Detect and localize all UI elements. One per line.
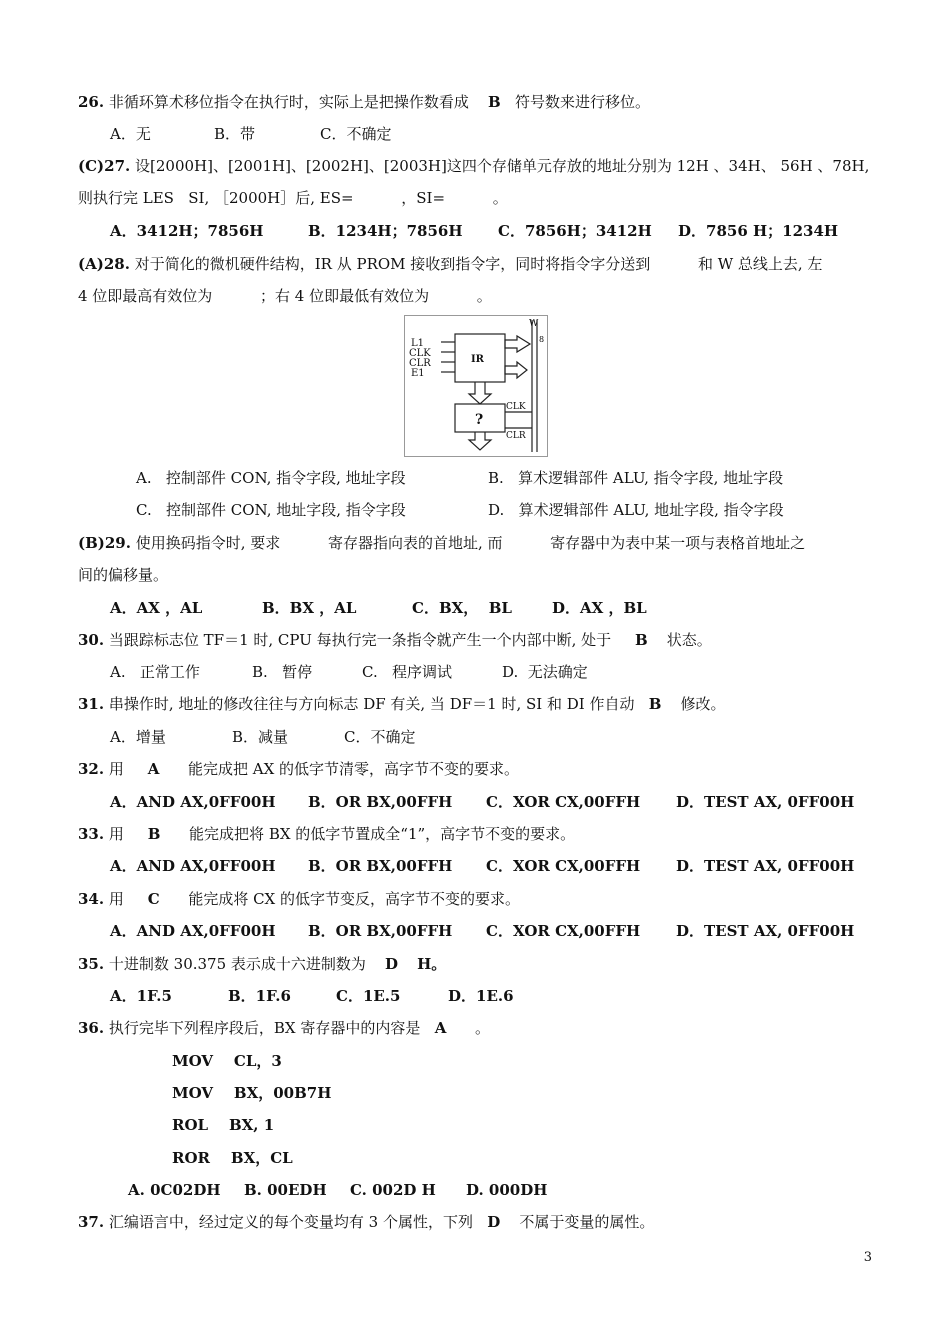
q34-number: 34.	[78, 890, 105, 908]
label-e1: E1	[411, 368, 425, 379]
q30-stem	[78, 630, 712, 650]
q35-option-b: B．1F.6	[228, 987, 291, 1005]
bus-in-arrow	[505, 336, 530, 352]
bus-out-arrow	[505, 362, 527, 378]
q35-stem	[78, 954, 446, 974]
q34-stem	[78, 889, 520, 909]
q32-answer: A	[147, 760, 160, 778]
q26-tail: 符号数来进行移位。	[514, 93, 650, 111]
q32-option-a: A．AND AX,0FF00H	[110, 793, 276, 811]
q34-option-a: A．AND AX,0FF00H	[110, 922, 276, 940]
q30-number: 30.	[78, 631, 105, 649]
q36-text: 执行完毕下列程序段后，BX 寄存器中的内容是	[108, 1019, 421, 1037]
q35-text: 十进制数 30.375 表示成十六进制数为	[108, 955, 366, 973]
q28-option-a: A. 控制部件 CON, 指令字段, 地址字段	[136, 469, 406, 487]
q33-text: 用	[108, 825, 124, 843]
q30-option-a: A. 正常工作	[110, 663, 200, 681]
diagram-svg	[405, 316, 547, 456]
q27-text: 设[2000H]、[2001H]、[2002H]、[2003H]这四个存储单元存放的地址分别为 12H 、34H、 56H 、78H,	[135, 157, 870, 175]
label-clr: CLR	[409, 358, 431, 369]
q27-stem	[78, 156, 869, 176]
label-8: 8	[539, 335, 545, 344]
q34-answer: C	[147, 890, 160, 908]
q32-option-d: D．TEST AX, 0FF00H	[676, 793, 855, 811]
label-clr2: CLR	[506, 431, 526, 441]
q37-tail: 不属于变量的属性。	[519, 1213, 655, 1231]
q30-option-c: C. 程序调试	[362, 663, 453, 681]
q27-prefix: (C)27.	[78, 157, 131, 175]
q35-option-d: D．1E.6	[448, 987, 514, 1005]
q33-option-d: D．TEST AX, 0FF00H	[676, 857, 855, 875]
q30-text: 当跟踪标志位 TF＝1 时, CPU 每执行完一条指令就产生一个内部中断, 处于	[108, 631, 612, 649]
q33-option-c: C．XOR CX,00FFH	[486, 857, 641, 875]
q31-option-a: A．增量	[110, 728, 166, 746]
q36-option-b: B. 00EDH	[244, 1181, 327, 1199]
q27-option-d: D．7856 H；1234H	[678, 222, 839, 240]
q26-answer: B	[487, 93, 501, 111]
q36-code-line-3: ROL BX, 1	[172, 1116, 275, 1134]
q28-line2: 4 位即最高有效位为 ；右 4 位即最低有效位为 。	[78, 287, 492, 305]
q28-option-b: B. 算术逻辑部件 ALU, 指令字段, 地址字段	[488, 469, 784, 487]
q28-prefix: (A)28.	[78, 255, 130, 273]
q32-option-b: B．OR BX,00FFH	[308, 793, 453, 811]
q26-number: 26.	[78, 93, 105, 111]
q36-number: 36.	[78, 1019, 105, 1037]
q33-option-a: A．AND AX,0FF00H	[110, 857, 276, 875]
q31-option-b: B．减量	[232, 728, 289, 746]
q32-option-c: C．XOR CX,00FFH	[486, 793, 641, 811]
q36-code-line-4: ROR BX，CL	[172, 1149, 293, 1167]
q30-tail: 状态。	[666, 631, 712, 649]
q28-stem	[78, 254, 822, 274]
ir-to-box-arrow	[469, 382, 491, 404]
q33-tail: 能完成把将 BX 的低字节置成全“1”，高字节不变的要求。	[189, 825, 576, 843]
label-l1: L1	[411, 338, 425, 349]
q29-prefix: (B)29.	[78, 534, 131, 552]
q29-text: 使用换码指令时, 要求 寄存器指向表的首地址, 而 寄存器中为表中某一项与表格首地址之	[135, 534, 806, 552]
q30-option-b: B. 暂停	[252, 663, 313, 681]
label-clk: CLK	[409, 348, 431, 359]
q37-text: 汇编语言中，经过定义的每个变量均有 3 个属性，下列	[108, 1213, 473, 1231]
ir-structure-diagram	[404, 315, 548, 457]
q26-option-b: B．带	[214, 125, 256, 143]
q32-text: 用	[108, 760, 124, 778]
q30-answer: B	[635, 631, 648, 649]
q36-option-c: C. 002D H	[350, 1181, 436, 1199]
q31-option-c: C．不确定	[344, 728, 416, 746]
q29-option-d: D．AX ，BL	[552, 599, 647, 617]
q27-option-b: B．1234H；7856H	[308, 222, 463, 240]
q26-option-a: A．无	[110, 125, 151, 143]
q35-option-c: C．1E.5	[336, 987, 401, 1005]
q29-line2: 间的偏移量。	[78, 566, 169, 584]
label-w: W	[529, 319, 539, 329]
q33-answer: B	[147, 825, 161, 843]
q31-stem	[78, 694, 726, 714]
q33-stem	[78, 824, 575, 844]
q26-option-c: C．不确定	[320, 125, 392, 143]
q36-stem	[78, 1018, 490, 1038]
q36-code-line-2: MOV BX，00B7H	[172, 1084, 332, 1102]
q34-tail: 能完成将 CX 的低字节变反，高字节不变的要求。	[188, 890, 521, 908]
q28-text: 对于简化的微机硬件结构，IR 从 PROM 接收到指令字，同时将指令字分送到 和 W 总线上去, 左	[134, 255, 823, 273]
q33-number: 33.	[78, 825, 105, 843]
q34-option-b: B．OR BX,00FFH	[308, 922, 453, 940]
label-question: ?	[475, 412, 484, 428]
page-number: 3	[863, 1250, 872, 1265]
q35-number: 35.	[78, 955, 105, 973]
q36-answer: A	[434, 1019, 447, 1037]
q29-option-b: B．BX ，AL	[262, 599, 357, 617]
q31-text: 串操作时, 地址的修改往往与方向标志 DF 有关, 当 DF＝1 时, SI 和 DI 作自动	[108, 695, 635, 713]
q37-answer: D	[487, 1213, 501, 1231]
q32-tail: 能完成把 AX 的低字节清零，高字节不变的要求。	[188, 760, 520, 778]
q35-answer: D	[385, 955, 399, 973]
q35-tail: H。	[417, 955, 447, 973]
q34-option-d: D．TEST AX, 0FF00H	[676, 922, 855, 940]
q30-option-d: D. 无法确定	[502, 663, 588, 681]
q27-line2: 则执行完 LES SI, ［2000H］后, ES= ，SI= 。	[78, 189, 508, 207]
label-ir: IR	[471, 354, 484, 365]
q28-option-d: D. 算术逻辑部件 ALU, 地址字段, 指令字段	[488, 501, 784, 519]
q34-text: 用	[108, 890, 124, 908]
q33-option-b: B．OR BX,00FFH	[308, 857, 453, 875]
q32-stem	[78, 759, 519, 779]
q27-option-c: C．7856H；3412H	[498, 222, 652, 240]
q36-option-a: A. 0C02DH	[128, 1181, 221, 1199]
q31-answer: B	[648, 695, 662, 713]
q31-number: 31.	[78, 695, 105, 713]
q36-option-d: D. 000DH	[466, 1181, 548, 1199]
q36-code-line-1: MOV CL，3	[172, 1052, 282, 1070]
q29-option-a: A．AX ，AL	[110, 599, 203, 617]
label-clk2: CLK	[506, 402, 526, 412]
q31-tail: 修改。	[680, 695, 726, 713]
q37-stem	[78, 1212, 654, 1232]
q26-text: 非循环算术移位指令在执行时，实际上是把操作数看成	[108, 93, 469, 111]
q32-number: 32.	[78, 760, 105, 778]
q29-stem	[78, 533, 805, 553]
q27-option-a: A．3412H；7856H	[110, 222, 264, 240]
q29-option-c: C．BX， BL	[412, 599, 512, 617]
q34-option-c: C．XOR CX,00FFH	[486, 922, 641, 940]
q26-stem	[78, 92, 650, 112]
box-down-arrow	[469, 432, 491, 450]
q37-number: 37.	[78, 1213, 105, 1231]
q35-option-a: A．1F.5	[110, 987, 172, 1005]
q28-option-c: C. 控制部件 CON, 地址字段, 指令字段	[136, 501, 406, 519]
q36-tail: 。	[474, 1019, 490, 1037]
